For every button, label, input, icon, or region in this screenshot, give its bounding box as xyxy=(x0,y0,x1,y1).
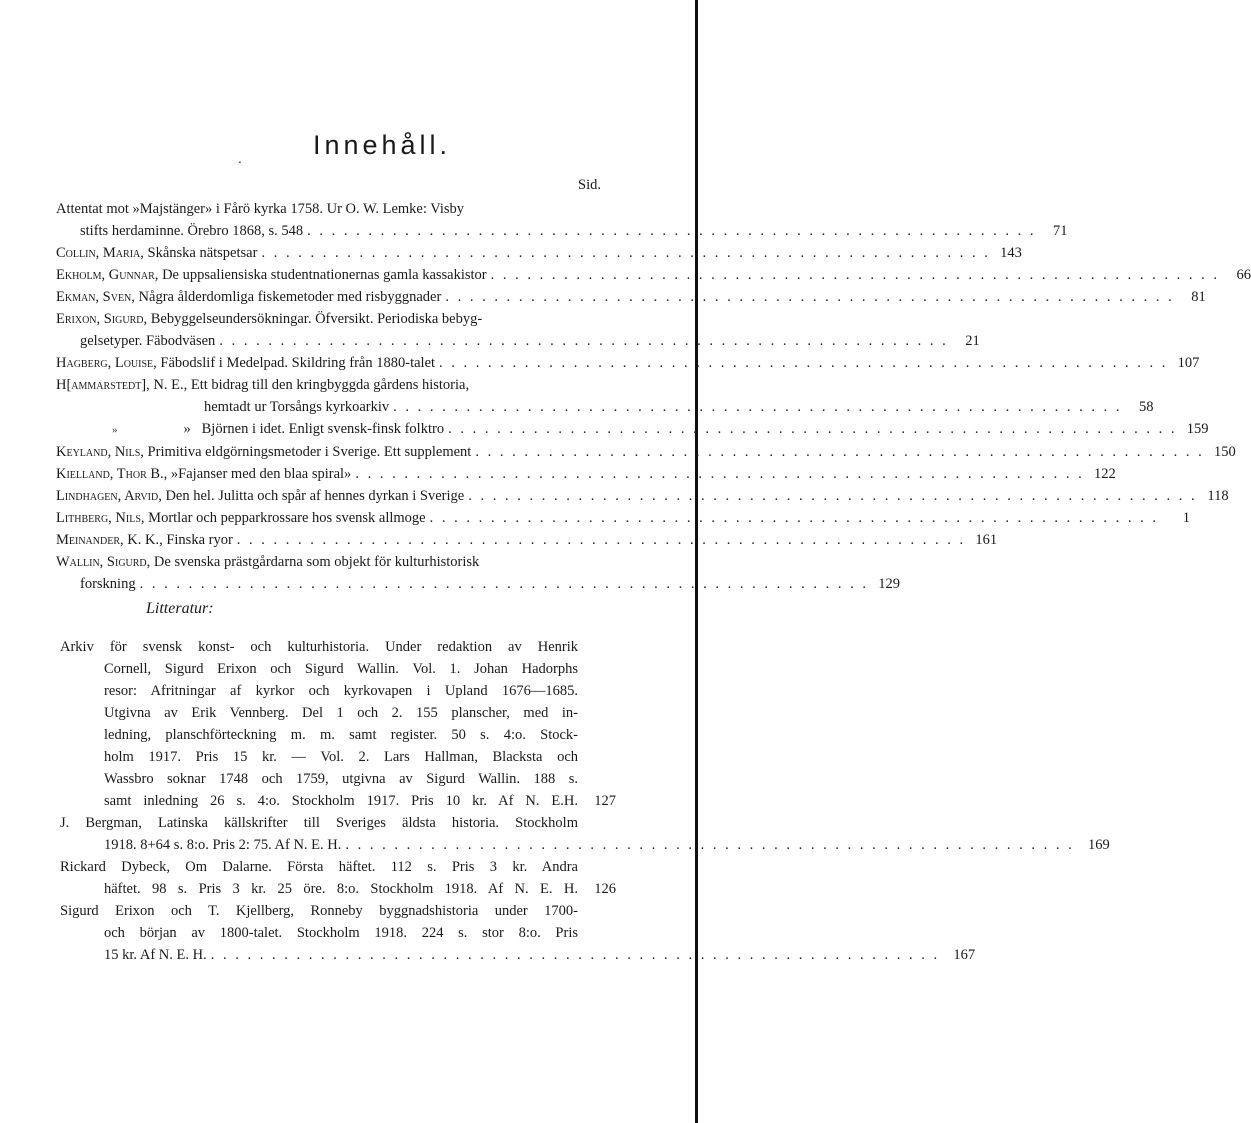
toc-entry xyxy=(56,418,1209,441)
table-of-contents xyxy=(56,198,1251,595)
leader-dots xyxy=(444,418,1174,440)
toc-entry xyxy=(56,352,1200,374)
leader-dots xyxy=(341,834,1071,856)
toc-page-number: 107 xyxy=(1177,355,1200,371)
toc-title: Skånska nätspetsar xyxy=(147,245,258,261)
leader-dots xyxy=(207,944,937,966)
toc-page-number: 118 xyxy=(1207,488,1229,504)
toc-entry xyxy=(56,286,1206,308)
toc-author: Ekman, Sven, xyxy=(56,289,135,305)
toc-entry xyxy=(56,485,1229,507)
literature-line: 15 kr. Af N. E. H. xyxy=(104,947,207,963)
literature-page-number: 169 xyxy=(1088,837,1110,853)
literature-line: 1918. 8+64 s. 8:o. Pris 2: 75. Af N. E. H. xyxy=(104,837,342,853)
literature-page-number: 127 xyxy=(594,793,616,809)
ink-mark: . xyxy=(238,150,242,166)
toc-title: Den hel. Julitta och spår af hennes dyrkan i Sverige xyxy=(165,488,465,504)
literature-line: Utgivna av Erik Vennberg. Del 1 och 2. 155 planscher, med in- xyxy=(104,705,578,721)
leader-dots xyxy=(303,220,1033,242)
leader-dots xyxy=(233,529,963,551)
toc-entry-continuation xyxy=(56,330,980,352)
toc-author: Meinander, K. K., xyxy=(56,532,163,548)
literature-page-number: 167 xyxy=(953,947,976,963)
literature-entry xyxy=(60,900,976,966)
literature-entry xyxy=(60,636,616,812)
literature-line: samt inledning 26 s. 4:o. Stockholm 1917. Pris 10 kr. Af N. E.H. xyxy=(104,793,578,809)
toc-entry xyxy=(56,441,1236,463)
leader-dots xyxy=(136,573,866,595)
toc-title: De svenska prästgårdarna som objekt för kulturhistorisk xyxy=(153,554,480,570)
toc-entry xyxy=(56,198,616,220)
toc-title: hemtadt ur Torsångs kyrkoarkiv xyxy=(204,399,390,415)
toc-page-number: 159 xyxy=(1186,421,1209,437)
literature-line: ledning, planschförteckning m. m. samt register. 50 s. 4:o. Stock- xyxy=(104,727,578,743)
toc-page-number: 58 xyxy=(1139,399,1154,415)
toc-entry-continuation xyxy=(56,573,900,595)
literature-line: Arkiv för svensk konst- och kulturhistoria. Under redaktion av Henrik xyxy=(60,639,578,655)
literature-list xyxy=(60,636,1110,966)
toc-page-number: 21 xyxy=(965,333,980,349)
leader-dots xyxy=(215,330,945,352)
toc-title: Finska ryor xyxy=(166,532,233,548)
toc-page-number: 161 xyxy=(975,532,998,548)
leader-dots xyxy=(471,441,1201,463)
toc-entry xyxy=(56,242,1022,264)
leader-dots xyxy=(464,485,1194,507)
toc-entry xyxy=(56,463,1116,485)
toc-page-number: 1 xyxy=(1182,510,1190,526)
toc-author: Ekholm, Gunnar, xyxy=(56,267,159,283)
toc-entry xyxy=(56,264,1251,286)
toc-page-number: 143 xyxy=(1000,245,1022,261)
toc-page-number: 71 xyxy=(1052,223,1068,239)
leader-dots xyxy=(426,507,1156,529)
toc-title: forskning xyxy=(80,576,136,592)
toc-page-number: 129 xyxy=(878,576,900,592)
literature-heading: Litteratur: xyxy=(146,600,214,617)
literature-line: J. Bergman, Latinska källskrifter till Sveriges äldsta historia. Stockholm xyxy=(60,815,578,831)
toc-title: Primitiva eldgörningsmetoder i Sverige. Ett supplement xyxy=(147,444,472,460)
leader-dots xyxy=(389,396,1119,418)
literature-line: holm 1917. Pris 15 kr. — Vol. 2. Lars Hallman, Blacksta och xyxy=(104,749,578,765)
toc-entry xyxy=(56,551,616,573)
literature-line: Cornell, Sigurd Erixon och Sigurd Wallin. Vol. 1. Johan Hadorphs xyxy=(104,661,578,677)
toc-entry xyxy=(56,529,998,551)
page-title xyxy=(0,130,704,166)
toc-entry xyxy=(56,507,1190,529)
leader-dots xyxy=(257,242,987,264)
literature-line: Rickard Dybeck, Om Dalarne. Första häftet. 112 s. Pris 3 kr. Andra xyxy=(60,859,578,875)
toc-title: Fäbodslif i Medelpad. Skildring från 1880-talet xyxy=(160,355,436,371)
toc-title: Några ålderdomliga fiskemetoder med risbyggnader xyxy=(138,289,442,305)
page-title-text: Innehåll. xyxy=(312,130,452,160)
literature-page-number: 126 xyxy=(594,881,616,897)
toc-author: H[ammarstedt], N. E., xyxy=(56,377,188,393)
toc-page-number: 150 xyxy=(1213,444,1236,460)
toc-title: Mortlar och pepparkrossare hos svensk allmoge xyxy=(148,510,426,526)
toc-author: Erixon, Sigurd, xyxy=(56,311,148,327)
leader-dots xyxy=(351,463,1081,485)
ditto-mark: » xyxy=(112,424,118,436)
toc-entry-text: Attentat mot »Majstänger» i Fårö kyrka 1758. Ur O. W. Lemke: Visby xyxy=(56,201,465,217)
toc-entry-text: stifts herdaminne. Örebro 1868, s. 548 xyxy=(80,223,304,239)
literature-line: Sigurd Erixon och T. Kjellberg, Ronneby byggnadshistoria under 1700- xyxy=(60,903,578,919)
toc-title: De uppsaliensiska studentnationernas gamla kassakistor xyxy=(162,267,487,283)
toc-author: Wallin, Sigurd, xyxy=(56,554,151,570)
ditto-mark: » xyxy=(183,421,191,437)
literature-line: och början av 1800-talet. Stockholm 1918. 224 s. stor 8:o. Pris xyxy=(104,925,578,941)
toc-author: Hagberg, Louise, xyxy=(56,355,157,371)
toc-entry-continuation xyxy=(56,396,1154,418)
toc-entry xyxy=(56,374,616,396)
toc-entry xyxy=(56,308,616,330)
toc-title: Bebyggelseundersökningar. Öfversikt. Periodiska bebyg- xyxy=(150,311,483,327)
toc-page-number: 66 xyxy=(1236,267,1251,283)
literature-line: häftet. 98 s. Pris 3 kr. 25 öre. 8:o. Stockholm 1918. Af N. E. H. xyxy=(104,881,578,897)
literature-line: Wassbro soknar 1748 och 1759, utgivna av Sigurd Wallin. 188 s. xyxy=(104,771,578,787)
toc-title: gelsetyper. Fäbodväsen xyxy=(80,333,216,349)
page-column-label: Sid. xyxy=(578,177,601,193)
toc-title: Ett bidrag till den kringbyggda gårdens historia, xyxy=(190,377,470,393)
toc-title: »Fajanser med den blaa spiral» xyxy=(170,466,352,482)
toc-author: Lindhagen, Arvid, xyxy=(56,488,162,504)
toc-author: Collin, Maria, xyxy=(56,245,144,261)
literature-entry xyxy=(60,856,616,900)
toc-title: Björnen i idet. Enligt svensk-finsk folktro xyxy=(201,421,445,437)
toc-author: Keyland, Nils, xyxy=(56,444,144,460)
toc-page-number: 122 xyxy=(1093,466,1116,482)
literature-line: resor: Afritningar af kyrkor och kyrkovapen i Upland 1676—1685. xyxy=(104,683,578,699)
literature-entry xyxy=(60,812,1110,856)
toc-page-number: 81 xyxy=(1191,289,1206,305)
toc-entry-continuation xyxy=(56,220,1068,242)
toc-author: Kielland, Thor B., xyxy=(56,466,168,482)
leader-dots xyxy=(441,286,1171,308)
toc-author: Lithberg, Nils, xyxy=(56,510,145,526)
leader-dots xyxy=(487,264,1217,286)
leader-dots xyxy=(435,352,1165,374)
